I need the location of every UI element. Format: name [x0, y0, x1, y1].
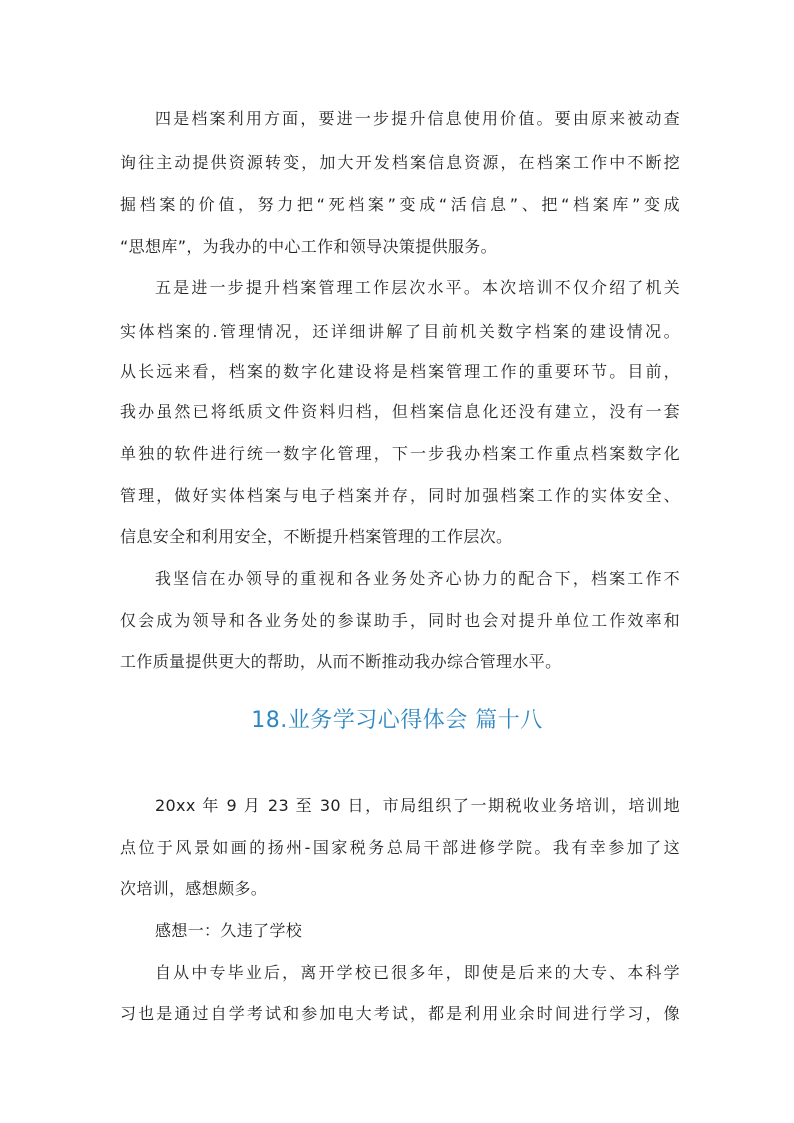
- text-line: 掘档案的价值，努力把“死档案”变成“活信息”、把“档案库”变成: [120, 195, 680, 214]
- section-heading: 18.业务学习心得体会 篇十八: [251, 708, 543, 733]
- text-line: 点位于风景如画的扬州-国家税务总局干部进修学院。我有幸参加了这: [120, 838, 680, 857]
- text-line: “思想库”，为我办的中心工作和领导决策提供服务。: [120, 237, 497, 256]
- text-line: 次培训，感想颇多。: [120, 879, 268, 898]
- text-line: 20xx 年 9 月 23 至 30 日，市局组织了一期税收业务培训，培训地: [155, 796, 680, 815]
- text-line: 信息安全和利用安全，不断提升档案管理的工作层次。: [120, 527, 513, 546]
- text-line: 从长远来看，档案的数字化建设将是档案管理工作的重要环节。目前，: [120, 362, 680, 381]
- text-line: 四是档案利用方面，要进一步提升信息使用价值。要由原来被动查: [155, 109, 680, 128]
- text-line: 自从中专毕业后，离开学校已很多年，即使是后来的大专、本科学: [155, 963, 680, 982]
- text-line: 仅会成为领导和各业务处的参谋助手，同时也会对提升单位工作效率和: [120, 611, 680, 630]
- text-line: 询往主动提供资源转变，加大开发档案信息资源，在档案工作中不断挖: [120, 153, 680, 172]
- text-line: 五是进一步提升档案管理工作层次水平。本次培训不仅介绍了机关: [155, 278, 680, 297]
- text-line: 管理，做好实体档案与电子档案并存，同时加强档案工作的实体安全、: [120, 486, 680, 505]
- text-line: 实体档案的.管理情况，还详细讲解了目前机关数字档案的建设情况。: [120, 322, 680, 341]
- text-line: 我办虽然已将纸质文件资料归档，但档案信息化还没有建立，没有一套: [120, 402, 680, 421]
- text-line: 工作质量提供更大的帮助，从而不断推动我办综合管理水平。: [120, 652, 562, 671]
- text-line: 习也是通过自学考试和参加电大考试，都是利用业余时间进行学习，像: [120, 1004, 680, 1023]
- text-line: 感想一：久违了学校: [155, 921, 303, 940]
- text-line: 我坚信在办领导的重视和各业务处齐心协力的配合下，档案工作不: [155, 569, 680, 588]
- text-line: 单独的软件进行统一数字化管理，下一步我办档案工作重点档案数字化: [120, 444, 680, 463]
